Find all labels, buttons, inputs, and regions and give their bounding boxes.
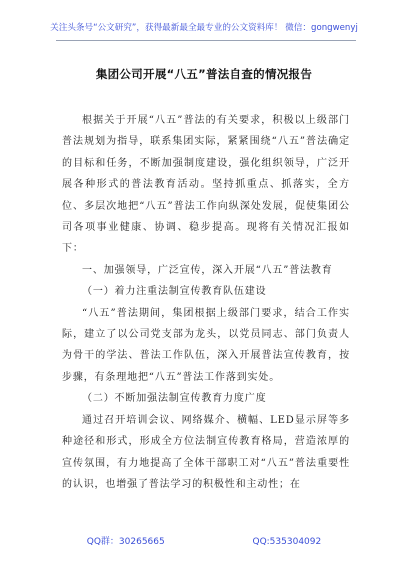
paragraph-publicity: 通过召开培训会议、网络媒介、横幅、LED显示屏等多种途径和形式，形成全方位法制宣传教育格局，营造浓厚的宣传氛围，有力地提高了全体干部职工对“八五”普法重要性的认识，也增强了普法学习的积极性和主动性；在 xyxy=(62,414,350,490)
document-title: 集团公司开展“八五”普法自查的情况报告 xyxy=(95,67,313,81)
footer-contact xyxy=(0,534,408,547)
subsection-heading-2: （二）不断加强法制宣传教育力度广度 xyxy=(82,393,267,405)
paragraph-team-building: “八五”普法期间，集团根据上级部门要求，结合工作实际，建立了以公司党支部为龙头，以党员同志、部门负责人为骨干的学法、普法工作队伍，深入开展普法宣传教育，按步骤，有条理地把“八五”普法工作落到实处。 xyxy=(62,307,350,383)
subsection-heading-1: （一）着力注重法制宣传教育队伍建设 xyxy=(82,286,267,298)
header-banner: 关注头条号“公文研究”，获得最新最全最专业的公文资料库！ 微信：gongwenyj xyxy=(50,23,358,33)
header-divider xyxy=(56,40,356,41)
section-heading-1: 一、加强领导，广泛宣传，深入开展“八五”普法教育 xyxy=(82,264,333,276)
footer-qq-group: QQ群：30265665 xyxy=(86,537,165,547)
footer-qq-number: QQ:535304092 xyxy=(252,537,322,547)
document-body xyxy=(62,110,350,495)
paragraph-intro: 根据关于开展“八五”普法的有关要求，积极以上级部门普法规划为指导，联系集团实际，紧紧围绕“八五”普法确定的目标和任务，不断加强制度建设，强化组织领导，广泛开展各种形式的普法教育活动。坚持抓重点、抓落实，全方位、多层次地把“八五”普法工作向纵深处发展，促使集团公司各项事业健康、协调、稳步提高。现将有关情况汇报如下： xyxy=(62,115,350,255)
